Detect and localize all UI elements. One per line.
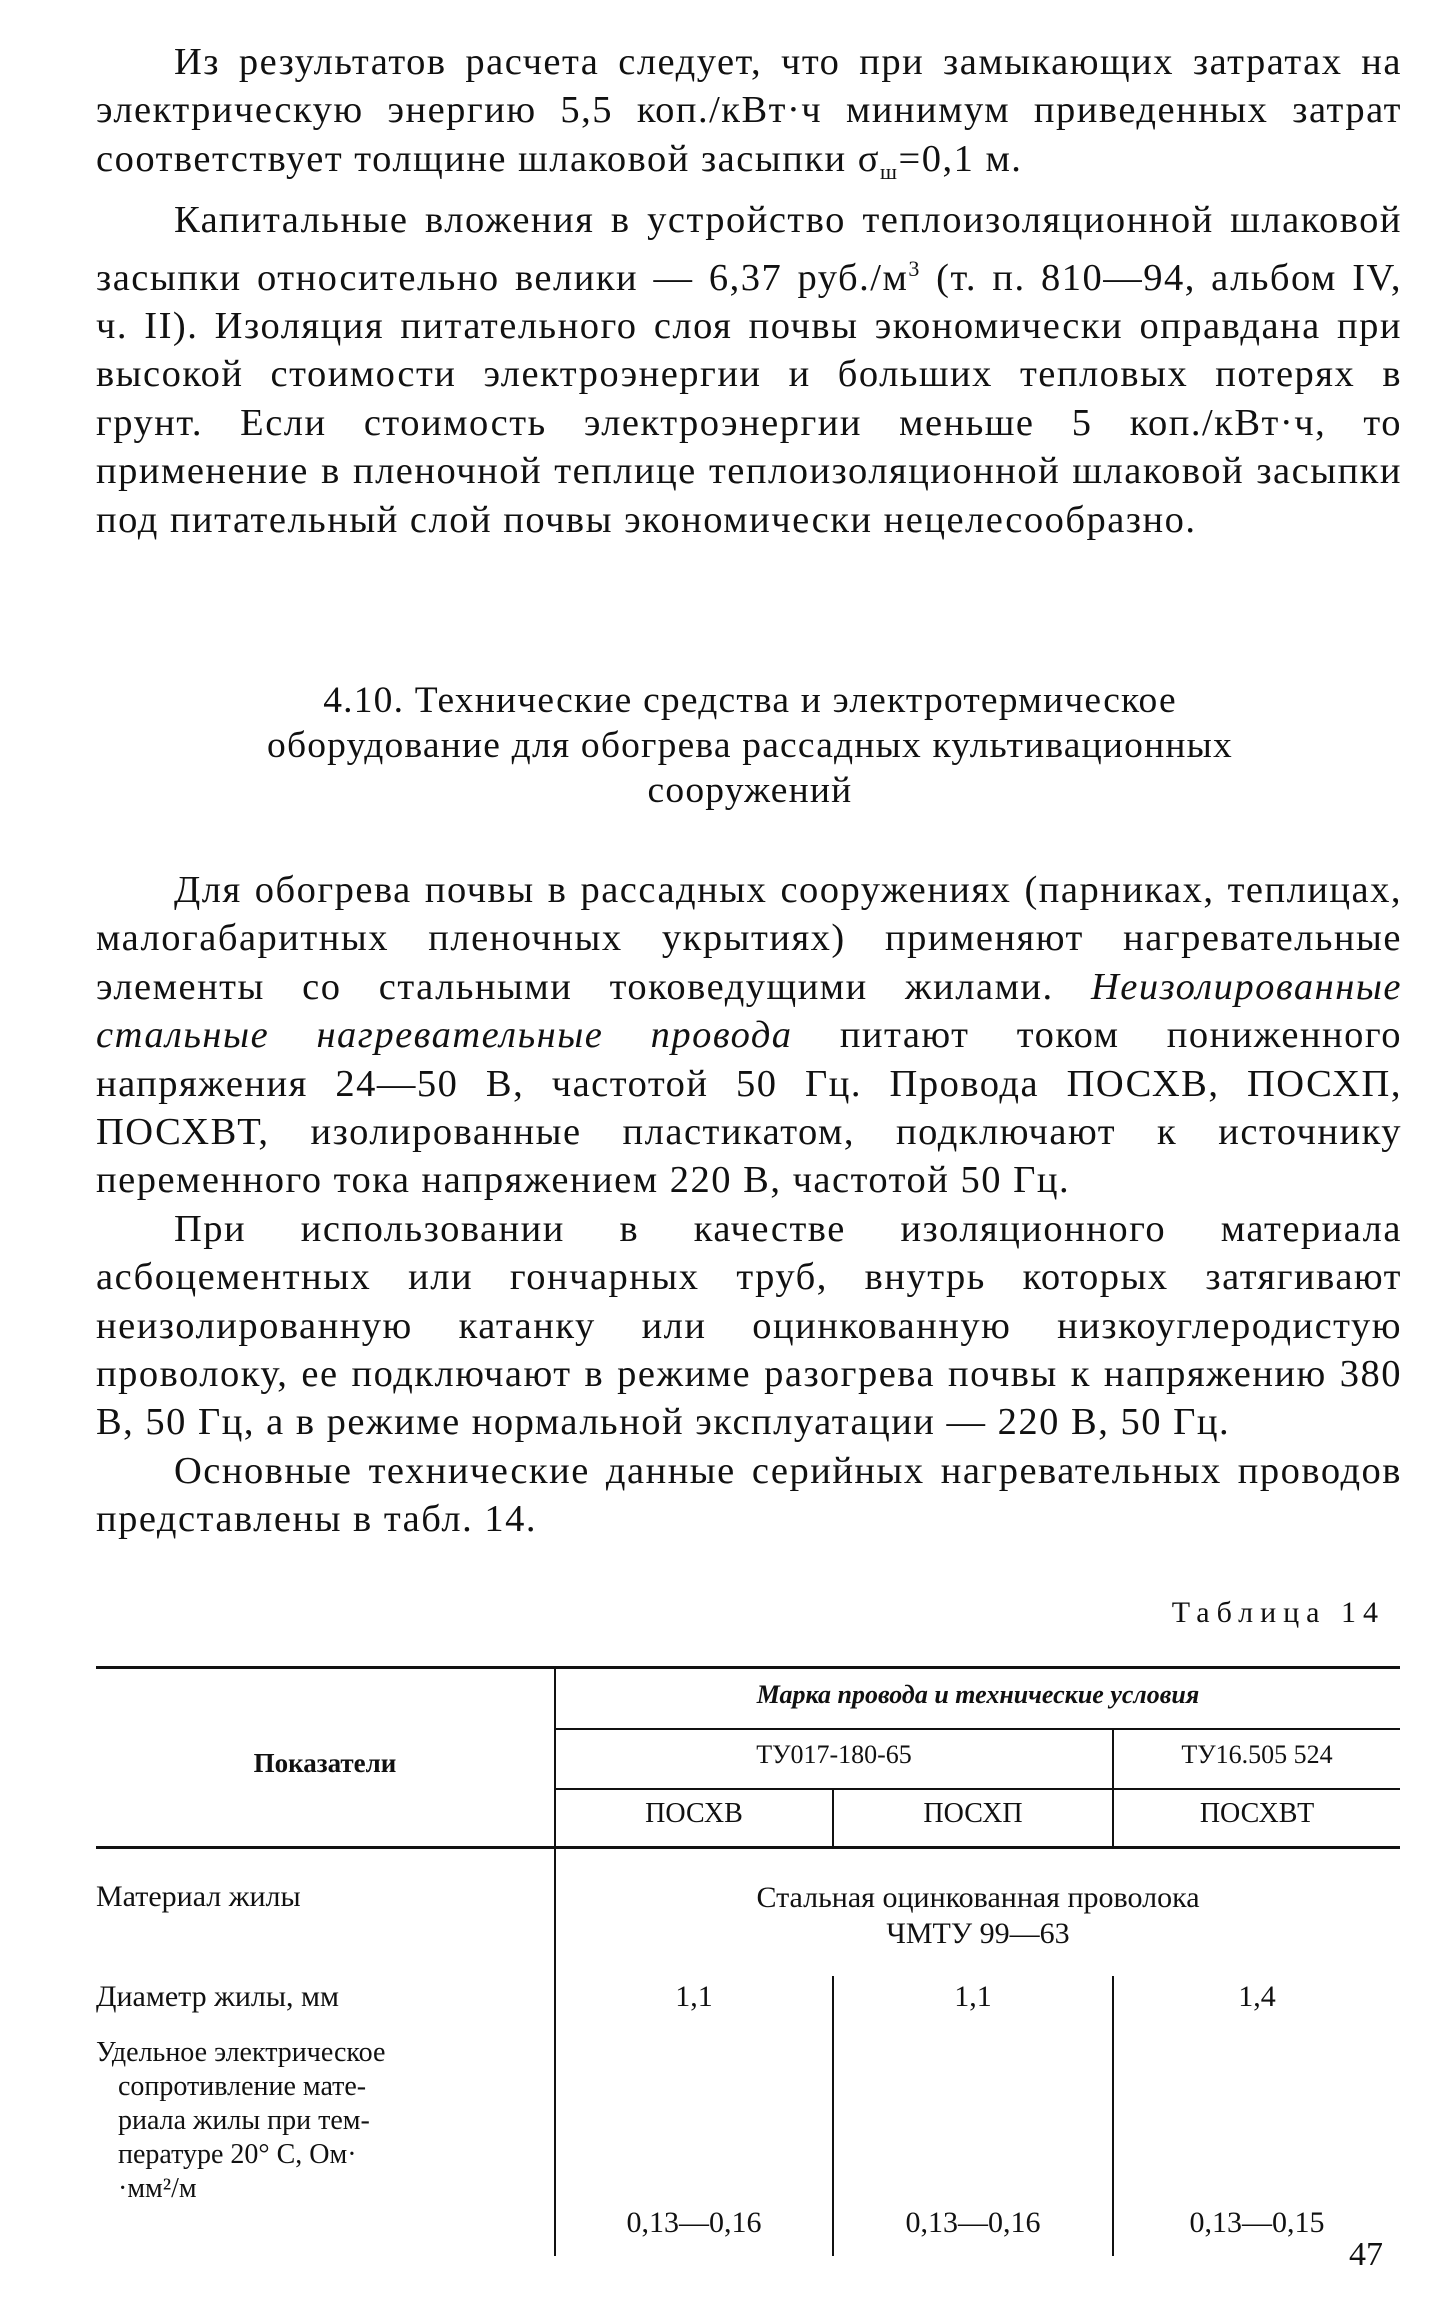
- row-resistance-label: [96, 2036, 536, 2206]
- row-resistance-label-line-3: риала жилы при тем-: [118, 2105, 370, 2136]
- paragraph-3-text-b: питают током пониженного напряжения 24—50 В, частотой 50 Гц. Провода ПОСХВ, ПОСХП, ПОСХВТ, изолированные пластикатом, подключают к источнику переменного тока напряжением 220 В, частотой 50 Гц.: [96, 1014, 1402, 1202]
- paragraph-2-text-b: (т. п. 810—94, альбом IV, ч. II). Изоляция питательного слоя почвы экономически оправдана при высокой стоимости электроэнергии и больших тепловых потерях в грунт. Если стоимость электроэнергии меньше 5 коп./кВт·ч, то применение в пленочной теплице теплоизоляционной шлаковой засыпки под питательный слой почвы экономически нецелесообразно.: [96, 256, 1402, 541]
- row-diameter-label: Диаметр жилы, мм: [96, 1980, 339, 2013]
- paragraph-3: [96, 866, 1402, 1205]
- row-resistance-label-line-5: ·мм²/м: [118, 2173, 197, 2204]
- tu-label-2: ТУ16.505 524: [1181, 1740, 1333, 1769]
- tu-header-rule: [556, 1788, 1400, 1790]
- table-top-rule: [96, 1666, 1400, 1669]
- brand-posxvt: ПОСХВТ: [1199, 1798, 1315, 1829]
- paragraph-1-tail: =0,1 м.: [898, 137, 1023, 180]
- row-material-value-line-1: Стальная оцинкованная проволока: [756, 1881, 1200, 1914]
- row-material-value: [556, 1880, 1400, 1952]
- group-header-rule: [556, 1728, 1400, 1730]
- header-group-label: Марка провода и технические условия: [756, 1680, 1200, 1709]
- paragraph-2-text-a: Капитальные вложения в устройство теплоизоляционной шлаковой засыпки относительно велики — 6,37 руб./м: [96, 199, 1402, 299]
- table-title: Таблица 14: [1171, 1596, 1385, 1629]
- section-heading-line-2: оборудование для обогрева рассадных культивационных: [267, 725, 1233, 766]
- paragraph-5: Основные технические данные серийных нагревательных проводов представлены в табл. 14.: [96, 1449, 1402, 1541]
- row-diameter-value-2: 1,1: [954, 1980, 992, 2013]
- row-diameter-value-3: 1,4: [1238, 1980, 1276, 2013]
- sigma-subscript: ш: [880, 158, 899, 184]
- row-resistance-value-2: 0,13—0,16: [905, 2206, 1041, 2239]
- row-material-label: Материал жилы: [96, 1880, 301, 1913]
- row-resistance-label-line-1: Удельное электрическое: [96, 2037, 386, 2068]
- row-diameter-value-1: 1,1: [675, 1980, 713, 2013]
- row-material-value-line-2: ЧМТУ 99—63: [886, 1917, 1070, 1950]
- paragraph-1: [96, 38, 1402, 196]
- paragraph-4: При использовании в качестве изоляционного материала асбоцементных или гончарных труб, внутрь которых затягивают неизолированную катанку или оцинкованную низкоуглеродистую проволоку, ее подключают в режиме разогрева почвы к напряжению 380 В, 50 Гц, а в режиме нормальной эксплуатации — 220 В, 50 Гц.: [96, 1207, 1402, 1444]
- row-resistance-value-1: 0,13—0,16: [626, 2206, 762, 2239]
- section-heading-line-1: 4.10. Технические средства и электротермическое: [323, 680, 1177, 721]
- paragraph-3-italic: Неизолированные стальные нагревательные провода: [96, 965, 1402, 1057]
- section-heading: [140, 678, 1360, 813]
- section-heading-line-3: сооружений: [647, 770, 853, 811]
- row-resistance-label-line-4: пературе 20° С, Ом·: [118, 2139, 357, 2170]
- row-header-label: Показатели: [253, 1748, 397, 1778]
- paragraph-2: [96, 196, 1402, 544]
- brand-posxp: ПОСХП: [923, 1798, 1023, 1829]
- intro-text: [96, 38, 1402, 544]
- tu-label-1: ТУ017-180-65: [756, 1740, 912, 1769]
- paragraph-3-text-a: Для обогрева почвы в рассадных сооружениях (парниках, теплицах, малогабаритных пленочных укрытиях) применяют нагревательные элементы со стальными токоведущими жилами.: [96, 869, 1402, 1008]
- page-number: 47: [1349, 2236, 1383, 2273]
- table-header-bottom-rule: [96, 1846, 1400, 1849]
- body-text: [96, 866, 1402, 1544]
- paragraph-1-text: Из результатов расчета следует, что при замыкающих затратах на электрическую энергию 5,5 коп./кВт·ч минимум приведенных затрат соответствует толщине шлаковой засыпки σ: [96, 41, 1402, 180]
- row-resistance-value-3: 0,13—0,15: [1189, 2206, 1325, 2239]
- row-resistance-label-line-2: сопротивление мате-: [118, 2071, 367, 2102]
- cubic-superscript: 3: [908, 255, 921, 281]
- brand-posxv: ПОСХВ: [645, 1798, 743, 1829]
